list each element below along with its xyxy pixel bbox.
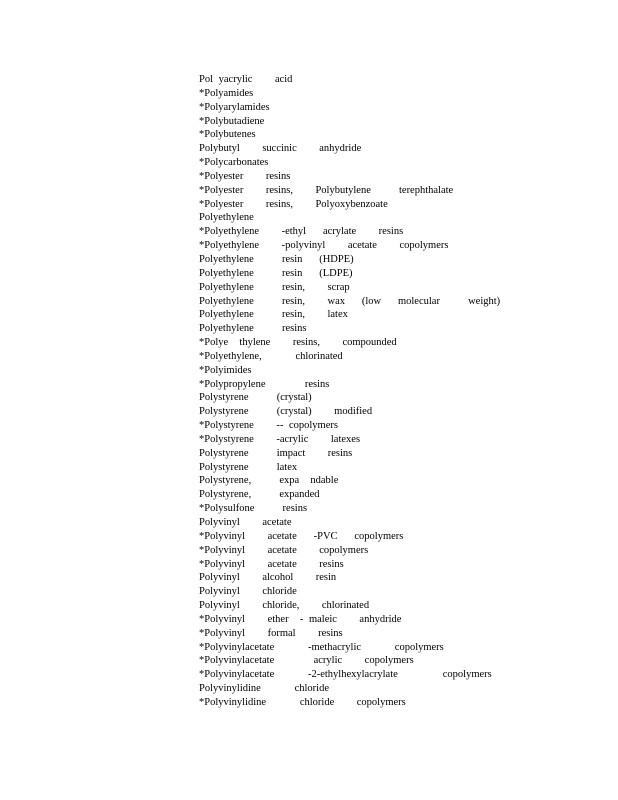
list-item: *Polyethylene, chlorinated xyxy=(199,350,343,362)
list-item: *Polystyrene -- copolymers xyxy=(199,420,338,432)
list-item: *Polyvinylacetate -methacrylic copolymers xyxy=(199,641,444,653)
list-item: Polyvinyl alcohol resin xyxy=(199,572,337,584)
list-item: *Polypropylene resins xyxy=(199,378,330,390)
list-item: *Polye thylene resins, compounded xyxy=(199,337,397,349)
list-item: *Polyamides xyxy=(199,87,254,99)
list-item: Polystyrene, expa ndable xyxy=(199,475,339,487)
list-item: Polyvinylidine chloride xyxy=(199,683,329,695)
list-item: *Polystyrene -acrylic latexes xyxy=(199,433,361,445)
list-item: Polyethylene resin, scrap xyxy=(199,281,350,293)
list-item: *Polyvinylidine chloride copolymers xyxy=(199,696,406,708)
list-item: *Polyvinylacetate -2-ethylhexylacrylate copolymers xyxy=(199,669,492,681)
list-item: Pol yacrylic acid xyxy=(199,74,293,85)
chemical-list xyxy=(199,73,500,710)
list-item: Polyethylene resins xyxy=(199,323,307,335)
list-item: Polyethylene xyxy=(199,212,254,224)
list-item: *Polycarbonates xyxy=(199,157,269,169)
list-item: Polystyrene (crystal) modified xyxy=(199,406,373,418)
list-item: Polyvinyl chloride, chlorinated xyxy=(199,600,370,612)
list-item: *Polyester resins xyxy=(199,170,291,182)
list-item: Polybutyl succinic anhydride xyxy=(199,143,362,155)
list-item: *Polybutenes xyxy=(199,129,256,141)
list-item: *Polyester resins, Polyoxybenzoate xyxy=(199,198,388,210)
list-item: *Polyvinyl ether - maleic anhydride xyxy=(199,613,402,625)
list-item: *Polyvinyl formal resins xyxy=(199,627,343,639)
list-item: *Polyvinyl acetate resins xyxy=(199,558,344,570)
list-item: Polystyrene impact resins xyxy=(199,447,353,459)
list-item: Polyethylene resin (HDPE) xyxy=(199,253,354,265)
list-item: *Polyvinylacetate acrylic copolymers xyxy=(199,655,414,667)
list-item: *Polyethylene -ethyl acrylate resins xyxy=(199,226,404,238)
list-item: Polyvinyl chloride xyxy=(199,586,297,598)
list-item: Polyethylene resin, wax (low molecular weight) xyxy=(199,295,501,307)
list-item: *Polyvinyl acetate -PVC copolymers xyxy=(199,530,404,542)
list-item: Polystyrene latex xyxy=(199,461,298,473)
list-item: Polyethylene resin (LDPE) xyxy=(199,267,353,279)
list-item: *Polybutadiene xyxy=(199,115,265,127)
list-item: *Polysulfone resins xyxy=(199,503,308,515)
list-item: *Polyester resins, Polybutylene terephthalate xyxy=(199,184,454,196)
list-item: Polyethylene resin, latex xyxy=(199,309,348,321)
list-item: Polyvinyl acetate xyxy=(199,517,292,528)
list-item: *Polyethylene -polyvinyl acetate copolymers xyxy=(199,240,449,252)
list-item: Polystyrene (crystal) xyxy=(199,392,312,404)
list-item: *Polyimides xyxy=(199,364,252,376)
list-item: *Polyarylamides xyxy=(199,101,270,113)
list-item: *Polyvinyl acetate copolymers xyxy=(199,544,369,556)
list-item: Polystyrene, expanded xyxy=(199,489,320,501)
